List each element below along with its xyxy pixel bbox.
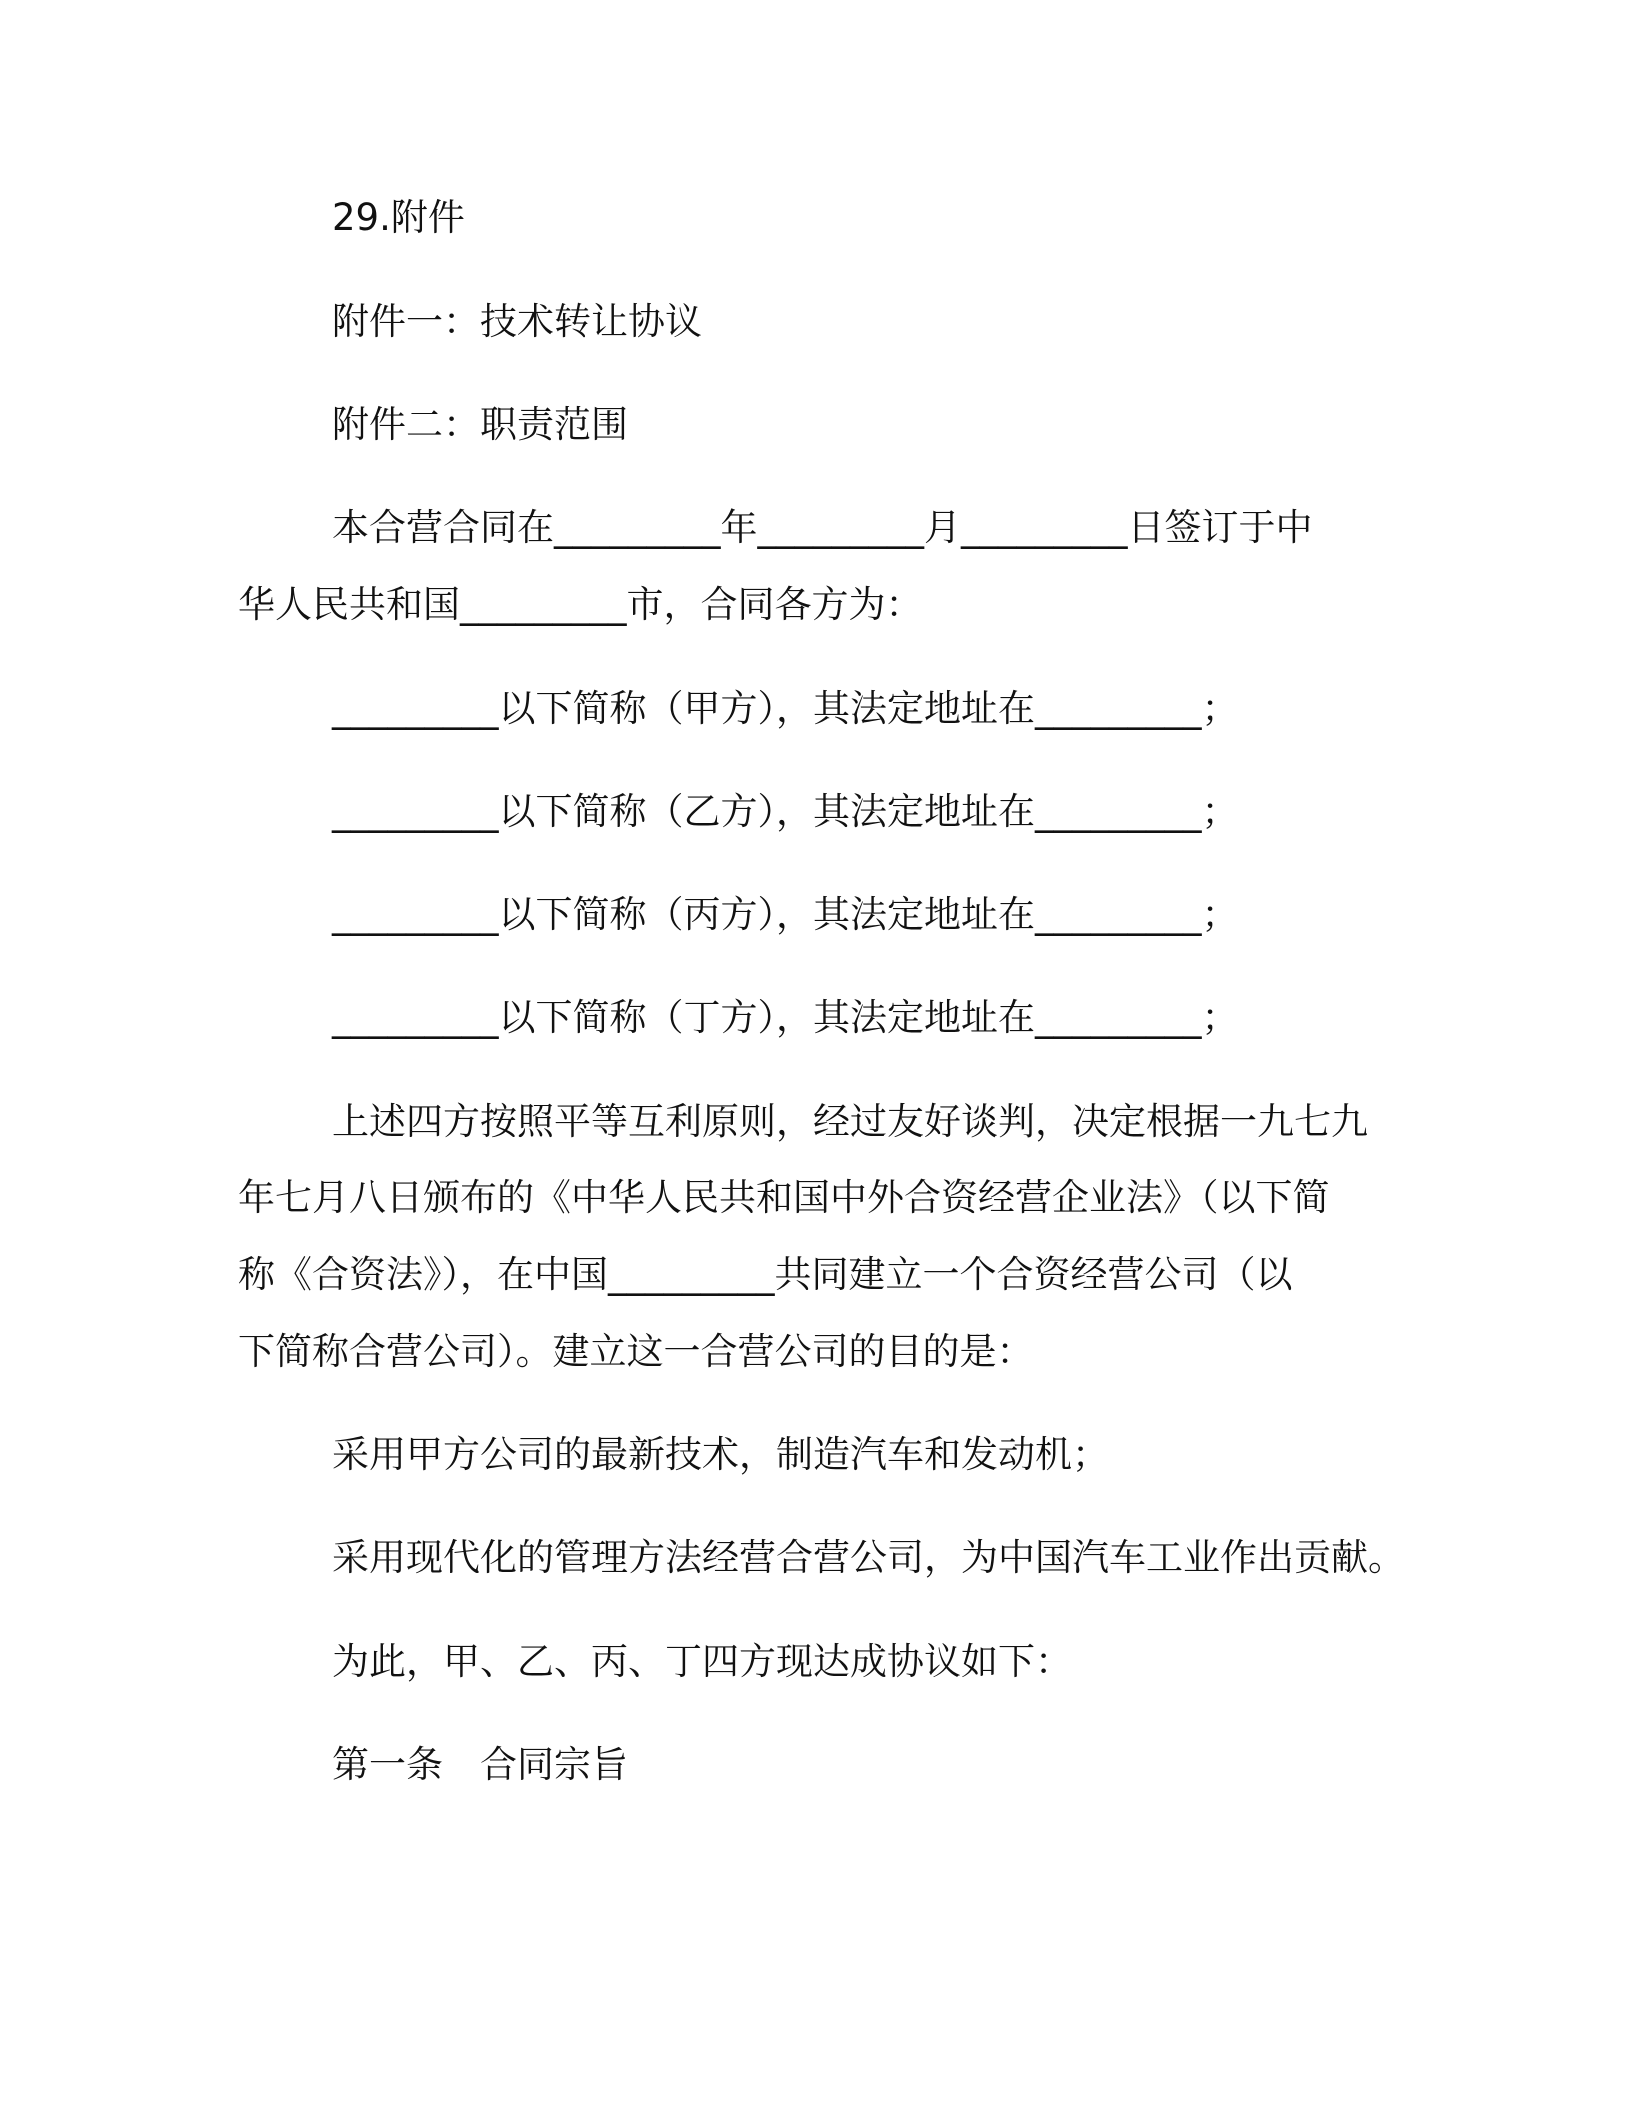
paragraph-purpose-line-2: 年七月八日颁布的《中华人民共和国中外合资经营企业法》（以下简 (238, 1176, 1330, 1219)
paragraph-purpose-line-1: 上述四方按照平等互利原则，经过友好谈判，决定根据一九七九 (332, 1100, 1368, 1143)
agreement-statement: 为此，甲、乙、丙、丁四方现达成协议如下： (332, 1640, 1072, 1683)
purpose-item-2: 采用现代化的管理方法经营合营公司，为中国汽车工业作出贡献。 (332, 1536, 1405, 1579)
attachment-heading: 29.附件 (332, 196, 465, 239)
party-d-line: _________以下简称（丁方），其法定地址在_________； (332, 996, 1239, 1039)
paragraph-purpose-line-3: 称《合资法》），在中国_________共同建立一个合资经营公司（以 (238, 1253, 1293, 1296)
attachment-1: 附件一：技术转让协议 (332, 300, 702, 343)
party-c-line: _________以下简称（丙方），其法定地址在_________； (332, 893, 1239, 936)
paragraph-contract-signing-line-1: 本合营合同在_________年_________月_________日签订于中 (332, 506, 1313, 549)
party-a-line: _________以下简称（甲方），其法定地址在_________； (332, 687, 1239, 730)
party-b-line: _________以下简称（乙方），其法定地址在_________； (332, 790, 1239, 833)
paragraph-purpose-line-4: 下简称合营公司）。建立这一合营公司的目的是： (238, 1330, 1034, 1373)
purpose-item-1: 采用甲方公司的最新技术，制造汽车和发动机； (332, 1433, 1109, 1476)
paragraph-contract-signing-line-2: 华人民共和国_________市，合同各方为： (238, 583, 923, 626)
attachment-2: 附件二：职责范围 (332, 403, 628, 446)
article-1-heading: 第一条 合同宗旨 (332, 1743, 628, 1786)
